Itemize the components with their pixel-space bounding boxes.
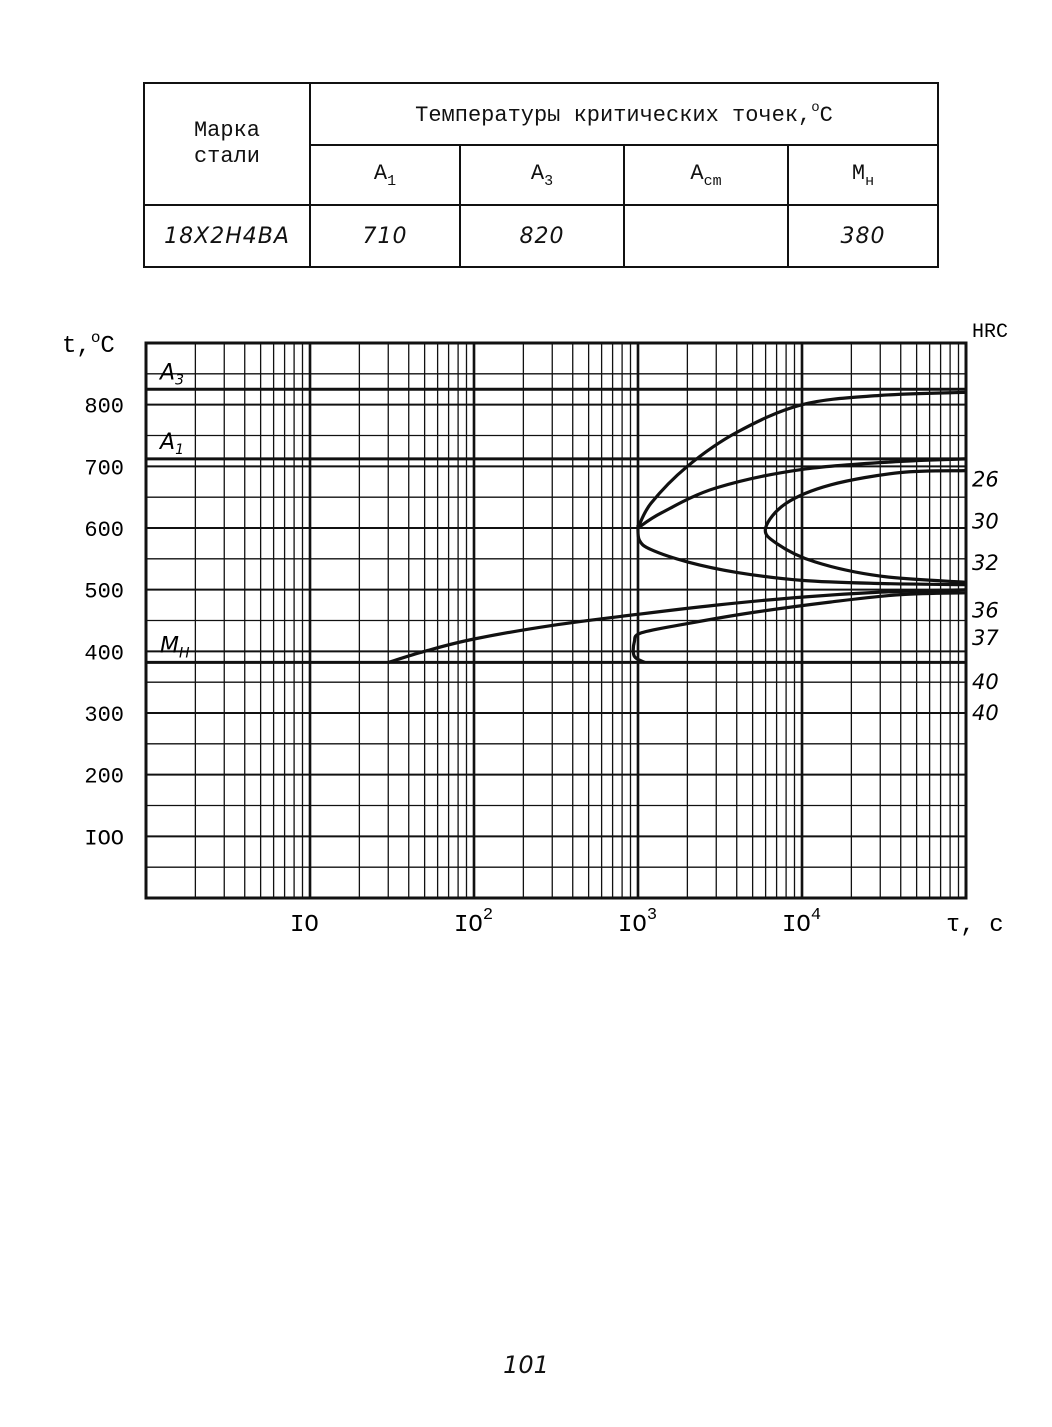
- hrc-label: 36: [972, 598, 999, 623]
- x-tick-label: $IO^4$: [782, 906, 822, 939]
- hrc-label: 26: [972, 467, 999, 492]
- y-tick-label: 600: [84, 518, 124, 543]
- critical-line-label: $А_1$: [160, 429, 184, 458]
- acm-value-cell: [624, 205, 788, 267]
- steel-grade-cell: 18Х2Н4ВА: [144, 205, 310, 267]
- y-tick-label: IOO: [84, 826, 124, 852]
- a1-value-cell: 710: [310, 205, 460, 267]
- y-axis-label: t,$^о$С: [62, 329, 115, 360]
- x-tick-label: $IO^3$: [618, 906, 658, 939]
- a3-value-cell: 820: [460, 205, 624, 267]
- x-axis-label: τ, с: [946, 912, 1004, 939]
- critical-line-label: $А_3$: [160, 360, 184, 389]
- y-tick-label: 400: [84, 641, 124, 667]
- x-tick-label: IO: [290, 912, 319, 939]
- hrc-label: 37: [972, 626, 999, 651]
- hrc-label: 40: [972, 669, 999, 694]
- critical-lines: [146, 389, 966, 662]
- mn-value-cell: 380: [788, 205, 938, 267]
- steel-grade-header: Марка стали: [144, 83, 310, 205]
- hrc-label: 30: [972, 509, 999, 534]
- y-tick-label: 300: [84, 703, 124, 728]
- x-tick-label: $IO^2$: [454, 906, 494, 939]
- hrc-label: 32: [972, 550, 999, 575]
- col-header-mn: $М_н$: [788, 145, 938, 205]
- y-tick-label: 200: [84, 764, 124, 790]
- chart-grid: [146, 343, 966, 898]
- page-number: 101: [503, 1351, 549, 1379]
- hrc-labels: [972, 468, 999, 725]
- hrc-axis-label: HRC: [972, 321, 1009, 344]
- y-tick-label: 800: [84, 394, 124, 420]
- cct-diagram: [0, 300, 1052, 960]
- critical-line-label: $М_Н$: [160, 633, 190, 662]
- col-header-acm: $А_{cm}$: [624, 145, 788, 205]
- y-tick-labels: [84, 395, 124, 852]
- y-tick-label: 500: [84, 579, 124, 605]
- critical-temps-header: Температуры критических точек,$^о$С: [310, 83, 938, 145]
- y-tick-label: 700: [84, 456, 124, 482]
- x-tick-labels: [290, 906, 821, 939]
- col-header-a1: $А_1$: [310, 145, 460, 205]
- col-header-a3: $А_3$: [460, 145, 624, 205]
- hrc-label: 40: [972, 700, 999, 725]
- transformation-curve: [765, 471, 966, 583]
- critical-points-table: [143, 82, 939, 268]
